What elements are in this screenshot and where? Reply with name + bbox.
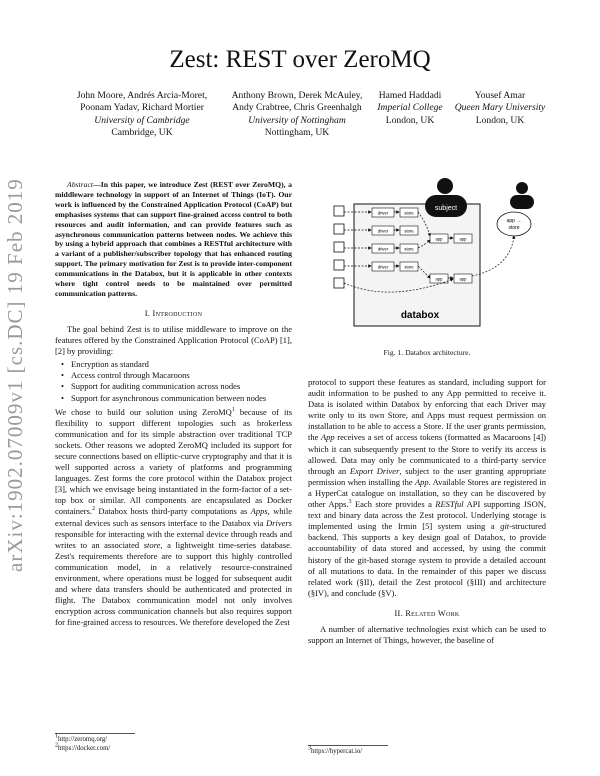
section-heading-introduction: I. Introduction [144,308,203,318]
databox-architecture-figure [330,178,548,338]
cloud-label: app → [506,218,522,224]
author-names: Anthony Brown, Derek McAuley, [231,90,363,101]
author-affiliation: University of Nottingham [248,114,346,126]
footnote-rule [55,733,135,734]
author-affiliation: Imperial College [377,102,443,114]
left-column [55,180,292,629]
cloud-label: store [508,225,520,231]
author-names: Andy Crabtree, Chris Greenhalgh [232,102,362,114]
svg-text:app: app [459,236,467,242]
figure-caption: Fig. 1. Databox architecture. [383,348,471,357]
svg-text:driver: driver [377,228,389,234]
author-location: Nottingham, UK [264,127,330,139]
author-names: Yousef Amar [474,90,526,101]
section-heading-related-work: II. Related Work [394,608,460,618]
list-item: • Support for asynchronous communication between nodes [71,393,292,404]
list-item: • Support for auditing communication across nodes [71,381,292,392]
svg-text:app: app [435,276,443,282]
author-block [222,90,372,140]
right-column [308,377,546,646]
paper-title: Zest: REST over ZeroMQ [169,46,431,73]
author-location: Cambridge, UK [111,127,173,139]
svg-text:store: store [404,246,414,252]
author-location: London, UK [385,114,435,126]
author-block [368,90,452,127]
svg-text:driver: driver [377,210,389,216]
list-item: • Encryption as standard [71,359,292,370]
footnotes-right [308,745,546,757]
subject-label: subject [434,205,458,212]
author-names: John Moore, Andrés Arcia-Moret, [76,90,208,101]
cloud-person-icon [510,182,534,209]
author-block [448,90,552,127]
svg-text:driver: driver [377,264,389,270]
intro-paragraph: The goal behind Zest is to utilise middleware to improve on the features offered by the Constrained Application Protocol (CoAP) [1], [2] by providing: [55,323,292,357]
author-block [62,90,222,140]
author-names: Hamed Haddadi [378,90,442,101]
svg-text:store: store [404,228,414,234]
author-names: Poonam Yadav, Richard Mortier [80,102,204,114]
cloud-icon [497,212,531,236]
svg-text:app: app [459,276,467,282]
footnote: $^3$https://hypercat.io/ [308,745,363,755]
intro-paragraph: protocol to support these features as standard, including support for audit information to be pushed to any App permitted to receive it. Data is isolated within Databox by enforcing that each Driver may write only to its own Store, and Apps must request permission on installation to be able to access a Store. If the user grants permission, the App receives a set of access tokens (formatted as Macaroons [4]) which it can subsequently present to the Store to verify its access is allowed. Data may only be communicated to a third-party service through an Export Driver, subject to the user granting appropriate permission when installing the App. Available Stores are registered in a HyperCat catalogue on installation, so they can be discovered by other Apps.$^3$ Each store provides a RESTful API supporting JSON, text and binary data across the Zest protocol. Underlying storage is implemented using the Irmin [5] system using a git-structured backend. This supports a key design goal of Databox, to provide accountability of data stored and accessed, by using the commit history of the git-based storage system to provide a detailed account of all mutations to data. In the remainder of this paper we discuss related work (§II), detail the Zest protocol (§III) and architecture (§IV), and conclude (§V). [308,377,547,598]
abstract-label: Abstract [67,180,94,189]
related-paragraph: A number of alternative technologies exist which can be used to support an Internet of Things, however, the baseline of [308,623,546,646]
device-icons [334,206,344,288]
footnote: $^1$http://zeromq.org/ [55,733,108,743]
intro-paragraph: We chose to build our solution using ZeroMQ$^1$ because of its flexibility to support different topologies such as brokerless communication and for its simple abstraction over traditional TCP sockets. Other reasons we adopted ZeroMQ included its support for secure connections based on elliptic-curve cryptography and that it is well supported across a variety of platforms and programming languages. Zest forms the core protocol within the Databox project [3], which we envisage being instantiated in the form-factor of a set-top box or similar. All components are encapsulated as Docker containers.$^2$ Databox hosts third-party computations as Apps, while external devices such as sensors interface to the Databox via Drivers responsible for interacting with the external device through reads and writes to an associated store, a lightweight time-series database. Zest's requirements therefore are to support this highly controlled communication model, in a relatively resource-constrained environment, where operations must be logged for subsequent audit and where data transfers should be authenticated and protected in flight. The Databox communication model not only involves encryption across communication channels but also requires support for fine-grained access to resources. We therefore developed the Zest [55,406,293,628]
list-item: • Access control through Macaroons [71,370,292,381]
svg-text:driver: driver [377,246,389,252]
feature-list [55,359,292,403]
footnote-rule [308,745,388,746]
footnotes-left [55,733,292,753]
databox-label: databox [400,310,440,321]
author-affiliation: University of Cambridge [94,114,190,126]
footnote: $^2$https://docker.com/ [55,742,111,752]
abstract [55,180,292,299]
svg-text:store: store [404,210,414,216]
svg-text:store: store [404,264,414,270]
arxiv-stamp: arXiv:1902.07009v1 [cs.DC] 19 Feb 2019 [3,178,27,572]
abstract-text: —In this paper, we introduce Zest (REST over ZeroMQ), a middleware technology in support of an Internet of Things (IoT). Our work is influenced by the Constrained Application Protocol (CoAP) but emphasises systems that can support fine-grained access control to both resources and audit information, and can provide features such as asynchronous communication patterns between nodes. We achieve this by using a hybrid approach that combines a RESTful architecture with a variant of a publisher/subscriber topology that has enhanced routing support. The primary motivation for Zest is to provide inter-component communications in the Databox, but it is applicable in other contexts where tight control needs to be maintained over permitted communication patterns. [55,180,292,298]
svg-text:app: app [435,236,443,242]
author-affiliation: Queen Mary University [454,102,546,114]
author-location: London, UK [475,114,525,126]
